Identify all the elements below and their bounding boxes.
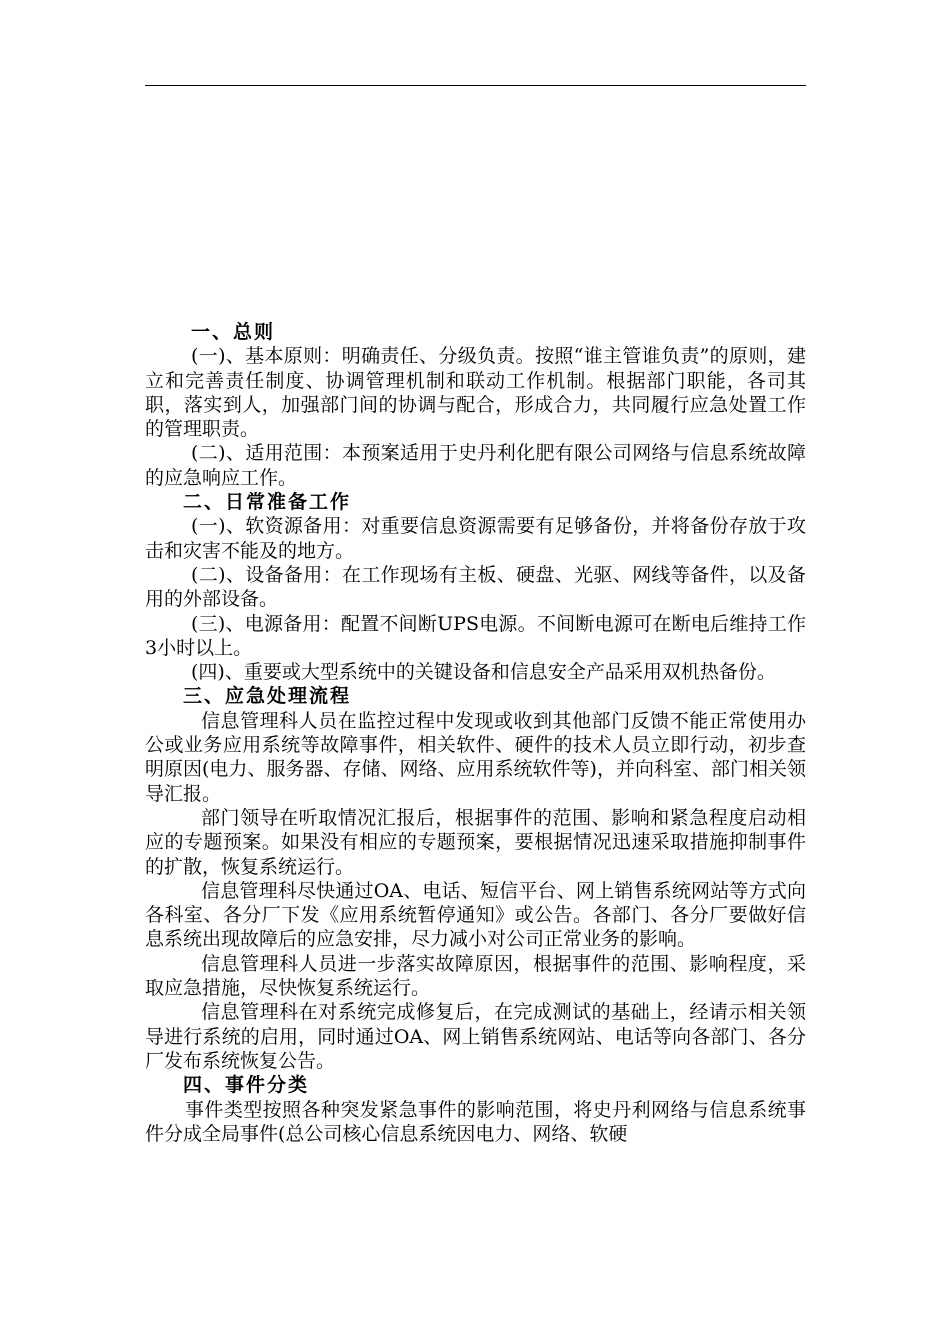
section-heading: 二、日常准备工作 [183,491,352,514]
paragraph: (四)、重要或大型系统中的关键设备和信息安全产品采用双机热备份。 [191,661,776,684]
paragraph: 信息管理科人员进一步落实故障原因，根据事件的范围、影响程度，采取应急措施，尽快恢复系统运行。 [145,952,806,1000]
paragraph: 信息管理科在对系统完成修复后，在完成测试的基础上，经请示相关领导进行系统的启用，同时通过OA、网上销售系统网站、电话等向各部门、各分厂发布系统恢复公告。 [145,1001,806,1072]
paragraph: (一)、软资源备用：对重要信息资源需要有足够备份，并将备份存放于攻击和灾害不能及的地方。 [145,515,806,562]
header-rule [145,85,806,86]
paragraph: (一)、基本原则：明确责任、分级负责。按照“谁主管谁负责”的原则，建立和完善责任制度、协调管理机制和联动工作机制。根据部门职能，各司其职，落实到人，加强部门间的协调与配合，形成合力，共同履行应急处置工作的管理职责。 [145,345,806,441]
paragraph: 部门领导在听取情况汇报后，根据事件的范围、影响和紧急程度启动相应的专题预案。如果没有相应的专题预案，要根据情况迅速采取措施抑制事件的扩散，恢复系统运行。 [145,806,806,878]
section-heading: 四、事件分类 [183,1074,310,1097]
paragraph: (三)、电源备用：配置不间断UPS电源。不间断电源可在断电后维持工作3小时以上。 [145,612,806,659]
paragraph: 信息管理科尽快通过OA、电话、短信平台、网上销售系统网站等方式向各科室、各分厂下发《应用系统暂停通知》或公告。各部门、各分厂要做好信息系统出现故障后的应急安排，尽力减小对公司正常业务的影响。 [145,879,806,951]
section-heading: 一、总则 [191,321,276,343]
paragraph: 事件类型按照各种突发紧急事件的影响范围，将史丹利网络与信息系统事件分成全局事件(总公司核心信息系统因电力、网络、软硬 [145,1098,806,1145]
paragraph: (二)、设备备用：在工作现场有主板、硬盘、光驱、网线等备件，以及备用的外部设备。 [145,563,806,611]
section-heading: 三、应急处理流程 [183,685,352,708]
document-body [145,320,806,1146]
paragraph: 信息管理科人员在监控过程中发现或收到其他部门反馈不能正常使用办公或业务应用系统等故障事件，相关软件、硬件的技术人员立即行动，初步查明原因(电力、服务器、存储、网络、应用系统软件等)，并向科室、部门相关领导汇报。 [145,709,806,805]
paragraph: (二)、适用范围：本预案适用于史丹利化肥有限公司网络与信息系统故障的应急响应工作。 [145,442,806,489]
